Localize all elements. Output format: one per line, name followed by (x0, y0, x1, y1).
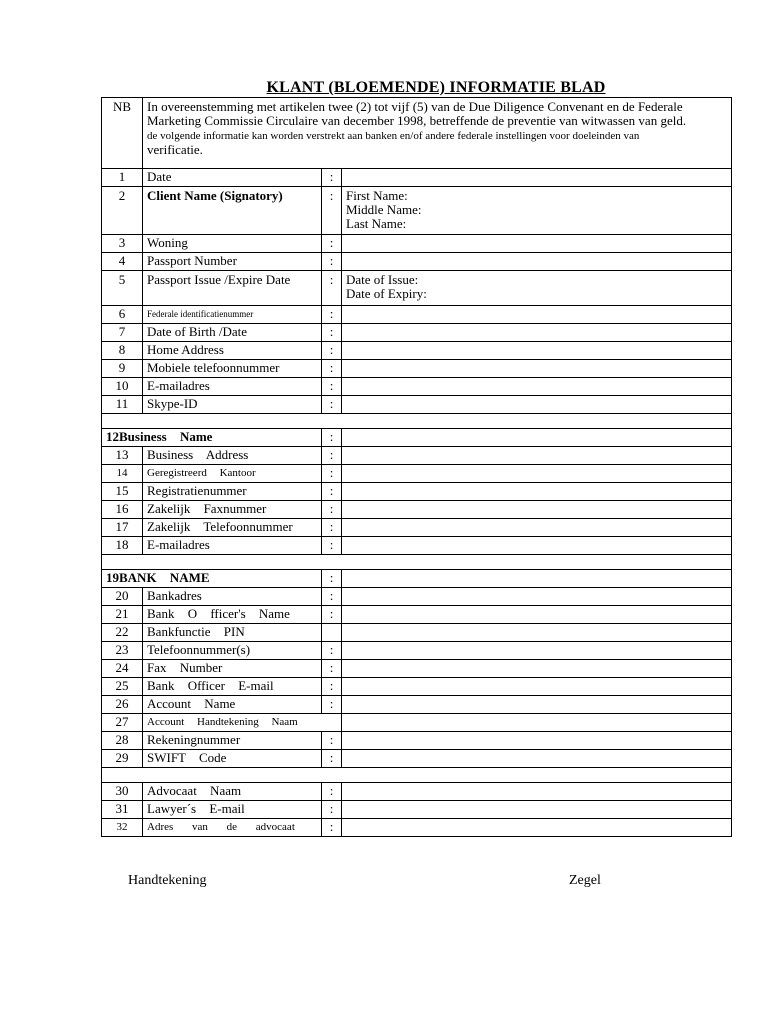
field-value-lawyer-email[interactable] (342, 801, 732, 819)
field-value-registered-office[interactable] (342, 465, 732, 483)
field-value-client-name[interactable] (342, 187, 732, 235)
client-info-table (101, 97, 732, 837)
intro-line2: de volgende informatie kan worden verstrekt aan banken en/of andere federale instellingen voor doeleinden van (147, 130, 640, 142)
field-value-business-fax[interactable] (342, 501, 732, 519)
row-number: 16 (102, 501, 143, 519)
row-number: 29 (102, 750, 143, 768)
field-value-email[interactable] (342, 378, 732, 396)
field-value-mobile[interactable] (342, 360, 732, 378)
field-label-passport-number: Passport Number (143, 253, 322, 271)
intro-line3: verificatie. (147, 142, 203, 157)
colon: : (322, 429, 342, 447)
field-label-bank-officer-email: Bank Officer E-mail (143, 678, 322, 696)
field-value-business-address[interactable] (342, 447, 732, 465)
form-row-21 (102, 606, 732, 624)
field-label-account-name: Account Name (143, 696, 322, 714)
colon: : (322, 801, 342, 819)
colon: : (322, 465, 342, 483)
field-label-lawyer-address: Adres van de advocaat (143, 819, 322, 837)
business-name-label: Business Name (119, 429, 213, 444)
colon (322, 624, 342, 642)
colon: : (322, 519, 342, 537)
middle-name-label: Middle Name: (346, 202, 422, 217)
row-number: 6 (102, 306, 143, 324)
seal-label: Zegel (569, 873, 601, 888)
colon: : (322, 783, 342, 801)
last-name-label: Last Name: (346, 216, 407, 231)
field-value-phone-numbers[interactable] (342, 642, 732, 660)
field-value-woning[interactable] (342, 235, 732, 253)
page-title: KLANT (BLOEMENDE) INFORMATIE BLAD (266, 79, 606, 96)
row-number: 19 (106, 570, 119, 585)
field-value-skype[interactable] (342, 396, 732, 414)
field-label-lawyer-email: Lawyer´s E-mail (143, 801, 322, 819)
colon: : (322, 447, 342, 465)
field-value-home-address[interactable] (342, 342, 732, 360)
field-label-account-signature-name: Account Handtekening Naam (143, 714, 342, 732)
field-value-bank-officer-email[interactable] (342, 678, 732, 696)
row-number: 14 (102, 465, 143, 483)
field-value-date-of-birth[interactable] (342, 324, 732, 342)
colon: : (322, 324, 342, 342)
row-number: 17 (102, 519, 143, 537)
colon: : (322, 660, 342, 678)
colon: : (322, 606, 342, 624)
field-value-date[interactable] (342, 169, 732, 187)
field-value-lawyer-name[interactable] (342, 783, 732, 801)
field-label-account-number: Rekeningnummer (143, 732, 322, 750)
colon: : (322, 678, 342, 696)
form-row-19 (102, 570, 732, 588)
colon: : (322, 501, 342, 519)
colon: : (322, 750, 342, 768)
row-number: 30 (102, 783, 143, 801)
field-value-passport-number[interactable] (342, 253, 732, 271)
colon: : (322, 169, 342, 187)
colon: : (322, 537, 342, 555)
field-label-date: Date (143, 169, 322, 187)
form-row-18 (102, 537, 732, 555)
field-label-mobile: Mobiele telefoonnummer (143, 360, 322, 378)
field-value-bank-pin[interactable] (342, 624, 732, 642)
form-row-13 (102, 447, 732, 465)
colon: : (322, 642, 342, 660)
field-label-bank-address: Bankadres (143, 588, 322, 606)
colon: : (322, 732, 342, 750)
row-number: 9 (102, 360, 143, 378)
field-value-bank-address[interactable] (342, 588, 732, 606)
colon: : (322, 483, 342, 501)
field-label-home-address: Home Address (143, 342, 322, 360)
form-row-22 (102, 624, 732, 642)
row-number: 22 (102, 624, 143, 642)
row-number: 20 (102, 588, 143, 606)
field-value-business-email[interactable] (342, 537, 732, 555)
row-number: 2 (102, 187, 143, 235)
form-row-5 (102, 271, 732, 306)
row-number: 27 (102, 714, 143, 732)
form-row-8 (102, 342, 732, 360)
field-label-business-fax: Zakelijk Faxnummer (143, 501, 322, 519)
date-of-issue-label: Date of Issue: (346, 272, 419, 287)
intro-row (102, 98, 732, 169)
colon: : (322, 588, 342, 606)
colon: : (322, 570, 342, 588)
form-row-31 (102, 801, 732, 819)
colon: : (322, 396, 342, 414)
first-name-label: First Name: (346, 188, 408, 203)
colon: : (322, 360, 342, 378)
form-row-2 (102, 187, 732, 235)
form-row-20 (102, 588, 732, 606)
form-row-17 (102, 519, 732, 537)
row-number: 7 (102, 324, 143, 342)
colon: : (322, 253, 342, 271)
field-label-lawyer-name: Advocaat Naam (143, 783, 322, 801)
colon: : (322, 187, 342, 235)
field-label-client-name: Client Name (Signatory) (143, 187, 322, 235)
field-label-bank-name (102, 570, 322, 588)
row-number: 13 (102, 447, 143, 465)
field-label-phone-numbers: Telefoonnummer(s) (143, 642, 322, 660)
form-row-9 (102, 360, 732, 378)
field-label-business-phone: Zakelijk Telefoonnummer (143, 519, 322, 537)
form-row-32 (102, 819, 732, 837)
form-row-6 (102, 306, 732, 324)
field-label-passport-dates: Passport Issue /Expire Date (143, 271, 322, 306)
field-label-registration-number: Registratienummer (143, 483, 322, 501)
field-value-bank-officer-name[interactable] (342, 606, 732, 624)
form-row-12 (102, 429, 732, 447)
row-number: 18 (102, 537, 143, 555)
field-value-business-name[interactable] (342, 429, 732, 447)
field-label-woning: Woning (143, 235, 322, 253)
field-label-swift-code: SWIFT Code (143, 750, 322, 768)
form-row-4 (102, 253, 732, 271)
row-number: 21 (102, 606, 143, 624)
field-label-bank-officer-name: Bank O fficer's Name (143, 606, 322, 624)
intro-text (143, 98, 732, 169)
field-label-date-of-birth: Date of Birth /Date (143, 324, 322, 342)
form-row-7 (102, 324, 732, 342)
form-row-25 (102, 678, 732, 696)
field-value-swift-code[interactable] (342, 750, 732, 768)
row-number: 32 (102, 819, 143, 837)
row-number: 31 (102, 801, 143, 819)
field-value-account-number[interactable] (342, 732, 732, 750)
form-row-11 (102, 396, 732, 414)
row-number: 1 (102, 169, 143, 187)
field-label-business-email: E-mailadres (143, 537, 322, 555)
colon: : (322, 306, 342, 324)
row-number: 11 (102, 396, 143, 414)
field-label-fax-number: Fax Number (143, 660, 322, 678)
colon: : (322, 378, 342, 396)
field-value-account-signature-name[interactable] (342, 714, 732, 732)
field-label-email: E-mailadres (143, 378, 322, 396)
row-number: 8 (102, 342, 143, 360)
field-value-fax-number[interactable] (342, 660, 732, 678)
row-number: 15 (102, 483, 143, 501)
row-number: 10 (102, 378, 143, 396)
colon: : (322, 342, 342, 360)
field-value-passport-dates[interactable] (342, 271, 732, 306)
date-of-expiry-label: Date of Expiry: (346, 286, 427, 301)
field-label-federal-id: Federale identificatienummer (143, 306, 322, 324)
field-value-bank-name[interactable] (342, 570, 732, 588)
form-row-27 (102, 714, 732, 732)
form-row-26 (102, 696, 732, 714)
form-row-3 (102, 235, 732, 253)
colon: : (322, 819, 342, 837)
field-label-skype: Skype-ID (143, 396, 322, 414)
row-number: 28 (102, 732, 143, 750)
row-number: 25 (102, 678, 143, 696)
form-row-15 (102, 483, 732, 501)
form-row-23 (102, 642, 732, 660)
form-row-30 (102, 783, 732, 801)
form-row-29 (102, 750, 732, 768)
colon: : (322, 235, 342, 253)
row-number: 23 (102, 642, 143, 660)
intro-line1: In overeenstemming met artikelen twee (2) tot vijf (5) van de Due Diligence Convenant en de Federale Marketing Commissie Circulaire van december 1998, betreffende de preventie van witwassen van geld. (147, 99, 687, 128)
row-number: 3 (102, 235, 143, 253)
field-label-business-address: Business Address (143, 447, 322, 465)
field-label-business-name (102, 429, 322, 447)
row-number: 26 (102, 696, 143, 714)
field-value-business-phone[interactable] (342, 519, 732, 537)
field-value-lawyer-address[interactable] (342, 819, 732, 837)
field-label-bank-pin: Bankfunctie PIN (143, 624, 322, 642)
field-label-registered-office: Geregistreerd Kantoor (143, 465, 322, 483)
form-row-16 (102, 501, 732, 519)
colon: : (322, 696, 342, 714)
section-separator (102, 555, 732, 570)
form-row-10 (102, 378, 732, 396)
form-row-14 (102, 465, 732, 483)
row-number: 24 (102, 660, 143, 678)
section-separator (102, 414, 732, 429)
signature-label: Handtekening (128, 873, 207, 888)
field-value-account-name[interactable] (342, 696, 732, 714)
nb-label: NB (102, 98, 143, 169)
row-number: 4 (102, 253, 143, 271)
field-value-registration-number[interactable] (342, 483, 732, 501)
form-row-28 (102, 732, 732, 750)
form-row-1 (102, 169, 732, 187)
bank-name-label: BANK NAME (119, 570, 210, 585)
section-separator (102, 768, 732, 783)
field-value-federal-id[interactable] (342, 306, 732, 324)
form-row-24 (102, 660, 732, 678)
colon: : (322, 271, 342, 306)
row-number: 12 (106, 429, 119, 444)
row-number: 5 (102, 271, 143, 306)
